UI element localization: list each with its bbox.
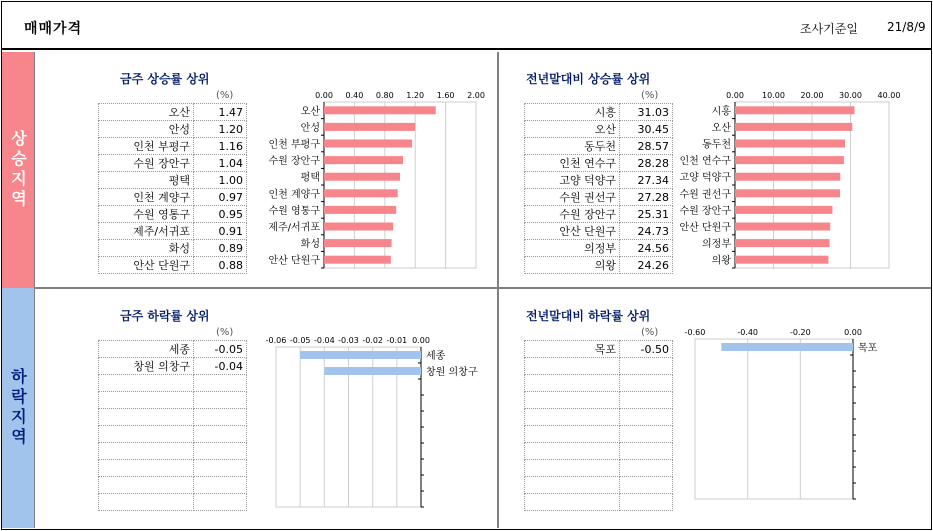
table-row <box>525 206 673 223</box>
bar <box>735 206 832 214</box>
category-label: 수원 권선구 <box>679 189 731 201</box>
table-row <box>99 206 247 223</box>
table-row <box>525 138 673 155</box>
change-value <box>194 460 247 477</box>
region-name: 시흥 <box>525 104 620 121</box>
change-value <box>620 443 673 460</box>
region-name <box>99 409 194 426</box>
category-label: 세종 <box>426 351 446 362</box>
report-header <box>2 2 931 50</box>
region-name: 목포 <box>525 341 620 358</box>
panel-yearly-down <box>500 289 930 527</box>
region-name <box>525 494 620 511</box>
region-name <box>99 375 194 392</box>
category-label: 오산 <box>711 122 731 134</box>
date-label: 조사기준일 <box>800 22 858 36</box>
table-row <box>525 460 673 477</box>
category-label: 안산 단원구 <box>679 222 731 234</box>
bar-chart <box>248 90 485 270</box>
table-row <box>99 223 247 240</box>
tick-label: 1.60 <box>436 91 455 100</box>
bar <box>324 123 415 131</box>
region-name: 안산 단원구 <box>99 257 194 274</box>
change-value <box>194 477 247 494</box>
ranking-table <box>98 103 247 274</box>
region-name <box>525 409 620 426</box>
table-row <box>525 358 673 375</box>
region-name <box>525 358 620 375</box>
region-name: 제주/서귀포 <box>99 223 194 240</box>
bar <box>324 140 412 148</box>
table-row <box>525 443 673 460</box>
table-row <box>99 494 247 511</box>
tick-label: 0.80 <box>375 91 394 100</box>
tick-label: 0.00 <box>412 336 430 345</box>
change-value <box>194 375 247 392</box>
table-row <box>99 189 247 206</box>
region-name <box>99 460 194 477</box>
page-title: 매매가격 <box>24 21 83 37</box>
table-row <box>525 409 673 426</box>
change-value: 31.03 <box>620 104 673 121</box>
sidebar-divider <box>34 52 35 528</box>
category-label: 제주/서귀포 <box>268 222 320 234</box>
region-name: 세종 <box>99 341 194 358</box>
region-name <box>525 460 620 477</box>
tick-label: -0.04 <box>313 336 335 345</box>
table-row <box>525 240 673 257</box>
change-value: 0.89 <box>194 240 247 257</box>
unit-label: (%) <box>216 327 234 338</box>
region-name: 수원 장안구 <box>99 155 194 172</box>
tick-label: 40.00 <box>877 91 901 100</box>
change-value: 30.45 <box>620 121 673 138</box>
change-value: -0.04 <box>194 358 247 375</box>
region-name: 인천 연수구 <box>525 155 620 172</box>
table-row <box>99 341 247 358</box>
region-name: 오산 <box>525 121 620 138</box>
tick-label: 0.00 <box>315 91 333 100</box>
change-value <box>620 426 673 443</box>
table-row <box>99 155 247 172</box>
change-value: 24.56 <box>620 240 673 257</box>
region-name: 인천 부평구 <box>99 138 194 155</box>
table-row <box>525 104 673 121</box>
change-value <box>194 392 247 409</box>
table-row <box>99 409 247 426</box>
tick-label: -0.06 <box>265 336 287 345</box>
region-name <box>525 426 620 443</box>
tick-label: -0.02 <box>362 336 384 345</box>
change-value: 25.31 <box>620 206 673 223</box>
sidebar-falling-regions: 하락지역 <box>2 288 34 528</box>
panel-title: 금주 하락률 상위 <box>120 309 210 323</box>
table-row <box>525 257 673 274</box>
change-value <box>194 426 247 443</box>
category-label: 의정부 <box>702 239 731 251</box>
tick-label: -0.05 <box>289 336 311 345</box>
bar <box>735 189 840 197</box>
bar <box>324 156 403 164</box>
bar <box>324 206 396 214</box>
table-row <box>99 443 247 460</box>
bar <box>324 223 393 231</box>
bar <box>324 256 391 264</box>
change-value: 24.26 <box>620 257 673 274</box>
change-value <box>620 375 673 392</box>
change-value: 27.28 <box>620 189 673 206</box>
change-value: 1.47 <box>194 104 247 121</box>
tick-label: -0.40 <box>737 328 759 337</box>
table-row <box>525 392 673 409</box>
tick-label: 20.00 <box>800 91 824 100</box>
region-name <box>99 494 194 511</box>
region-name: 고양 덕양구 <box>525 172 620 189</box>
change-value: 1.20 <box>194 121 247 138</box>
tick-label: -0.01 <box>386 336 408 345</box>
region-name: 오산 <box>99 104 194 121</box>
region-name: 의왕 <box>525 257 620 274</box>
region-name: 수원 권선구 <box>525 189 620 206</box>
bar <box>324 367 421 375</box>
table-row <box>525 426 673 443</box>
tick-label: 10.00 <box>762 91 785 100</box>
panel-title: 전년말대비 상승률 상위 <box>526 72 651 86</box>
change-value: 27.34 <box>620 172 673 189</box>
bar <box>324 173 400 181</box>
bar <box>324 189 398 197</box>
table-row <box>525 477 673 494</box>
change-value <box>194 443 247 460</box>
table-row <box>99 240 247 257</box>
table-row <box>99 375 247 392</box>
table-row <box>525 375 673 392</box>
region-name: 안성 <box>99 121 194 138</box>
table-row <box>99 257 247 274</box>
tick-label: -0.20 <box>789 328 811 337</box>
plot-area <box>695 339 853 499</box>
table-row <box>99 392 247 409</box>
change-value <box>620 494 673 511</box>
change-value: -0.50 <box>620 341 673 358</box>
category-label: 안성 <box>300 122 320 134</box>
panel-weekly-up <box>36 52 496 286</box>
category-label: 인천 계양구 <box>268 189 320 201</box>
region-name <box>99 477 194 494</box>
region-name: 화성 <box>99 240 194 257</box>
ranking-table <box>524 103 673 274</box>
change-value: 28.57 <box>620 138 673 155</box>
bar <box>721 343 853 351</box>
region-name: 의정부 <box>525 240 620 257</box>
category-label: 안산 단원구 <box>268 255 320 267</box>
region-name <box>525 392 620 409</box>
change-value: 1.04 <box>194 155 247 172</box>
region-name: 동두천 <box>525 138 620 155</box>
table-row <box>525 223 673 240</box>
category-label: 의왕 <box>711 255 731 267</box>
change-value: 28.28 <box>620 155 673 172</box>
tick-label: 1.20 <box>406 91 425 100</box>
tick-label: -0.03 <box>338 336 359 345</box>
region-name <box>99 426 194 443</box>
bar <box>324 239 392 247</box>
table-row <box>99 172 247 189</box>
category-label: 오산 <box>300 106 320 118</box>
region-name: 창원 의창구 <box>99 358 194 375</box>
category-label: 인천 연수구 <box>679 156 731 168</box>
category-label: 동두천 <box>702 139 731 151</box>
change-value: 1.16 <box>194 138 247 155</box>
change-value: 24.73 <box>620 223 673 240</box>
change-value <box>620 409 673 426</box>
bar <box>735 140 845 148</box>
tick-label: 2.00 <box>467 91 485 100</box>
change-value <box>620 358 673 375</box>
region-name <box>99 443 194 460</box>
table-row <box>99 460 247 477</box>
change-value <box>194 494 247 511</box>
unit-label: (%) <box>216 90 234 101</box>
change-value: 0.91 <box>194 223 247 240</box>
bar-chart <box>675 90 915 270</box>
tick-label: 0.00 <box>726 91 744 100</box>
tick-label: 30.00 <box>839 91 862 100</box>
region-name <box>525 443 620 460</box>
tick-label: 0.40 <box>345 91 364 100</box>
category-label: 평택 <box>300 172 320 184</box>
table-row <box>99 477 247 494</box>
table-row <box>525 121 673 138</box>
category-label: 화성 <box>300 239 320 251</box>
sidebar-rising-regions: 상승지역 <box>2 52 34 288</box>
bar <box>735 106 854 114</box>
region-name <box>99 392 194 409</box>
region-name <box>525 477 620 494</box>
table-row <box>99 358 247 375</box>
table-row <box>525 172 673 189</box>
category-label: 인천 부평구 <box>268 139 320 151</box>
panel-weekly-down <box>36 289 496 527</box>
region-name: 수원 영통구 <box>99 206 194 223</box>
category-label: 창원 의창구 <box>426 367 478 378</box>
region-name: 수원 장안구 <box>525 206 620 223</box>
region-name <box>525 375 620 392</box>
table-row <box>525 189 673 206</box>
table-row <box>99 138 247 155</box>
unit-label: (%) <box>641 327 659 338</box>
bar <box>735 173 840 181</box>
table-row <box>525 155 673 172</box>
change-value: -0.05 <box>194 341 247 358</box>
panel-title: 금주 상승률 상위 <box>120 72 210 86</box>
panel-yearly-up <box>500 52 930 286</box>
panel-title: 전년말대비 하락률 상위 <box>526 309 651 323</box>
category-label: 시흥 <box>711 106 731 118</box>
table-row <box>525 494 673 511</box>
tick-label: -0.60 <box>684 328 706 337</box>
change-value: 0.88 <box>194 257 247 274</box>
region-name: 인천 계양구 <box>99 189 194 206</box>
region-name: 안산 단원구 <box>525 223 620 240</box>
change-value: 0.97 <box>194 189 247 206</box>
bar-chart <box>258 337 498 509</box>
change-value: 0.95 <box>194 206 247 223</box>
bar <box>300 351 421 359</box>
ranking-table <box>524 340 673 511</box>
bar <box>324 106 436 114</box>
category-label: 수원 장안구 <box>268 156 320 168</box>
category-label: 수원 장안구 <box>679 205 731 217</box>
unit-label: (%) <box>641 90 659 101</box>
bar <box>735 156 844 164</box>
bar <box>735 256 828 264</box>
region-name: 평택 <box>99 172 194 189</box>
change-value <box>620 392 673 409</box>
change-value <box>620 460 673 477</box>
tick-label: 0.00 <box>844 328 862 337</box>
bar <box>735 239 830 247</box>
bar <box>735 123 852 131</box>
table-row <box>99 121 247 138</box>
category-label: 고양 덕양구 <box>679 172 731 184</box>
survey-date: 21/8/9 <box>887 20 926 34</box>
table-row <box>99 104 247 121</box>
bar <box>735 223 830 231</box>
category-label: 수원 영통구 <box>268 205 320 217</box>
change-value <box>194 409 247 426</box>
table-row <box>525 341 673 358</box>
bar-chart <box>685 329 900 501</box>
change-value: 1.00 <box>194 172 247 189</box>
change-value <box>620 477 673 494</box>
ranking-table <box>98 340 247 511</box>
table-row <box>99 426 247 443</box>
category-label: 목포 <box>858 343 878 354</box>
